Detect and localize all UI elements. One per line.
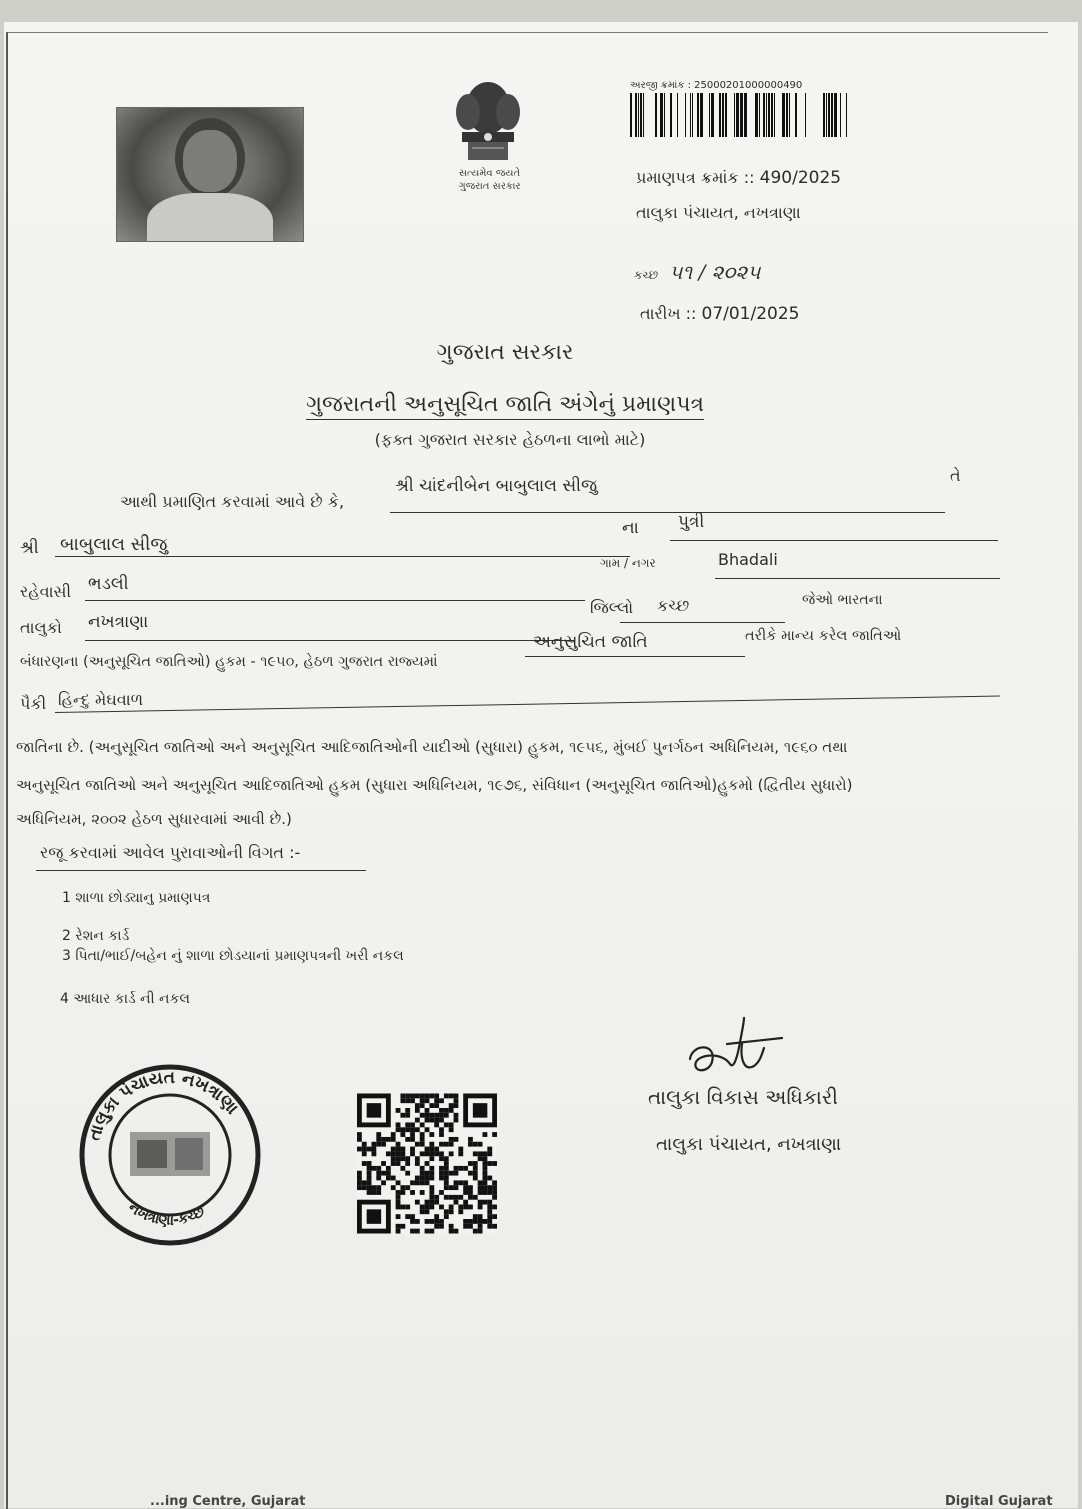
relation-value: પુત્રી: [678, 512, 705, 532]
handwritten-reference-value: ૫૧ / ૨૦૨૫: [669, 260, 761, 284]
official-seal-icon: [75, 1060, 265, 1250]
certificate-number-label: પ્રમાણપત્ર ક્રમાંક ::: [636, 168, 755, 187]
seal-outer-text: તાલુકા પંચાયત નખત્રાણા: [84, 1067, 243, 1143]
certificate-subtitle: (ફક્ત ગુજરાત સરકાર હેઠળના લાભો માટે): [374, 430, 646, 449]
recognized-text: તરીકે માન્ય કરેલ જાતિઓ: [745, 628, 902, 644]
na-label: ના: [622, 518, 639, 538]
issue-date-value: 07/01/2025: [701, 304, 800, 324]
evidence-heading: રજૂ કરવામાં આવેલ પુરાવાઓની વિગત :-: [40, 843, 301, 862]
handwritten-reference: [634, 260, 760, 284]
issuing-office: તાલુકા પંચાયત, નખત્રાણા: [636, 203, 801, 222]
legal-paragraph-line-1: જાતિના છે. (અનુસૂચિત જાતિઓ અને અનુસૂચિત આદિજાતિઓની યાદીઓ (સુધારા) હુકમ, ૧૯૫૬, મુંબઈ પુનર્ગઠન અધિનિયમ, ૧૯૬૦ તથા: [16, 738, 848, 756]
father-name: બાબુલાલ સીજુ: [60, 534, 168, 555]
certificate-number-value: 490/2025: [759, 168, 842, 188]
evidence-item: 3 પિતા/ભાઈ/બહેન નું શાળા છોડયાનાં પ્રમાણપત્રની ખરી નકલ: [62, 948, 404, 964]
svg-text:નખત્રાણા-કચ્છ: [125, 1200, 208, 1229]
taluka-label: તાલુકો: [20, 618, 62, 637]
government-heading: ગુજરાત સરકાર: [436, 340, 574, 365]
evidence-item: 2 રેશન કાર્ડ: [62, 928, 130, 944]
certify-text: આથી પ્રમાણિત કરવામાં આવે છે કે,: [120, 492, 345, 511]
resident-label: રહેવાસી: [20, 582, 72, 601]
shri-label: શ્રી: [20, 538, 39, 558]
barcode-icon: [630, 93, 850, 137]
legal-paragraph-line-3: અધિનિયમ, ૨૦૦૨ હેઠળ સુધારવામાં આવી છે.): [16, 810, 292, 828]
village-value: Bhadali: [718, 550, 778, 569]
emblem-caption: [432, 167, 547, 193]
ashoka-emblem-icon: [438, 70, 538, 170]
category-value: અનુસુચિત જાતિ: [533, 632, 648, 652]
certificate-title: [290, 392, 720, 417]
seal-bottom-text: નખત્રાણા-કચ્છ: [125, 1199, 208, 1229]
applicant-photo: [116, 107, 304, 242]
application-number: [630, 80, 802, 91]
district-label: જિલ્લો: [590, 598, 634, 617]
footer-left-text: ...ing Centre, Gujarat: [150, 1494, 306, 1509]
signature-icon: [682, 1014, 787, 1084]
taluka-value: નખત્રાણા: [88, 612, 149, 632]
resident-value: ભડલી: [88, 574, 129, 594]
constitution-text: બંધારણના (અનુસૂચિત જાતિઓ) હુકમ - ૧૯૫૦, હેઠળ ગુજરાત રાજ્યમાં: [20, 654, 438, 670]
village-label: ગામ / નગર: [600, 556, 656, 570]
caste-value: હિન્દુ મેઘવાળ: [58, 690, 144, 709]
evidence-item: 4 આધાર કાર્ડ ની નકલ: [60, 991, 190, 1007]
emblem-government: ગુજરાત સરકાર: [458, 181, 521, 192]
among-label: પૈકી: [20, 694, 47, 713]
applicant-name: શ્રી ચાંદનીબેન બાબુલાલ સીજુ: [395, 476, 598, 496]
legal-paragraph-line-2: અનુસૂચિત જાતિઓ અને અનુસૂચિત આદિજાતિઓ હુકમ (સુધારા અધિનિયમ, ૧૯૭૬, સંવિધાન (અનુસૂચિત જાતિઓ)હુકમો (દ્વિતીય સુધારો): [16, 776, 853, 794]
evidence-item: 1 શાળા છોડ્યાનુ પ્રમાણપત્ર: [62, 890, 211, 906]
application-number-value: 25000201000000490: [694, 80, 803, 91]
application-number-label: અરજી ક્રમાંક :: [630, 80, 691, 91]
signatory-designation: તાલુકા વિકાસ અધિકારી: [648, 1085, 838, 1109]
page-border: [6, 32, 1048, 1509]
footer-right-text: Digital Gujarat: [945, 1494, 1053, 1509]
india-text: જેઓ ભારતના: [802, 592, 883, 608]
issue-date-label: તારીખ ::: [640, 304, 697, 323]
signatory-office: તાલુકા પંચાયત, નખત્રાણા: [656, 1134, 842, 1155]
district-value: કચ્છ: [657, 596, 690, 615]
issue-date: [640, 304, 799, 324]
te-text: તે: [950, 466, 961, 485]
qr-code-icon: [357, 1091, 497, 1236]
handwritten-reference-label: કચ્છ: [634, 268, 659, 282]
certificate-number: [636, 168, 841, 188]
certificate-title-text: ગુજરાતની અનુસૂચિત જાતિ અંગેનું પ્રમાણપત્ર: [306, 392, 704, 420]
emblem-motto: સત્યમેવ જયતે: [458, 168, 521, 179]
